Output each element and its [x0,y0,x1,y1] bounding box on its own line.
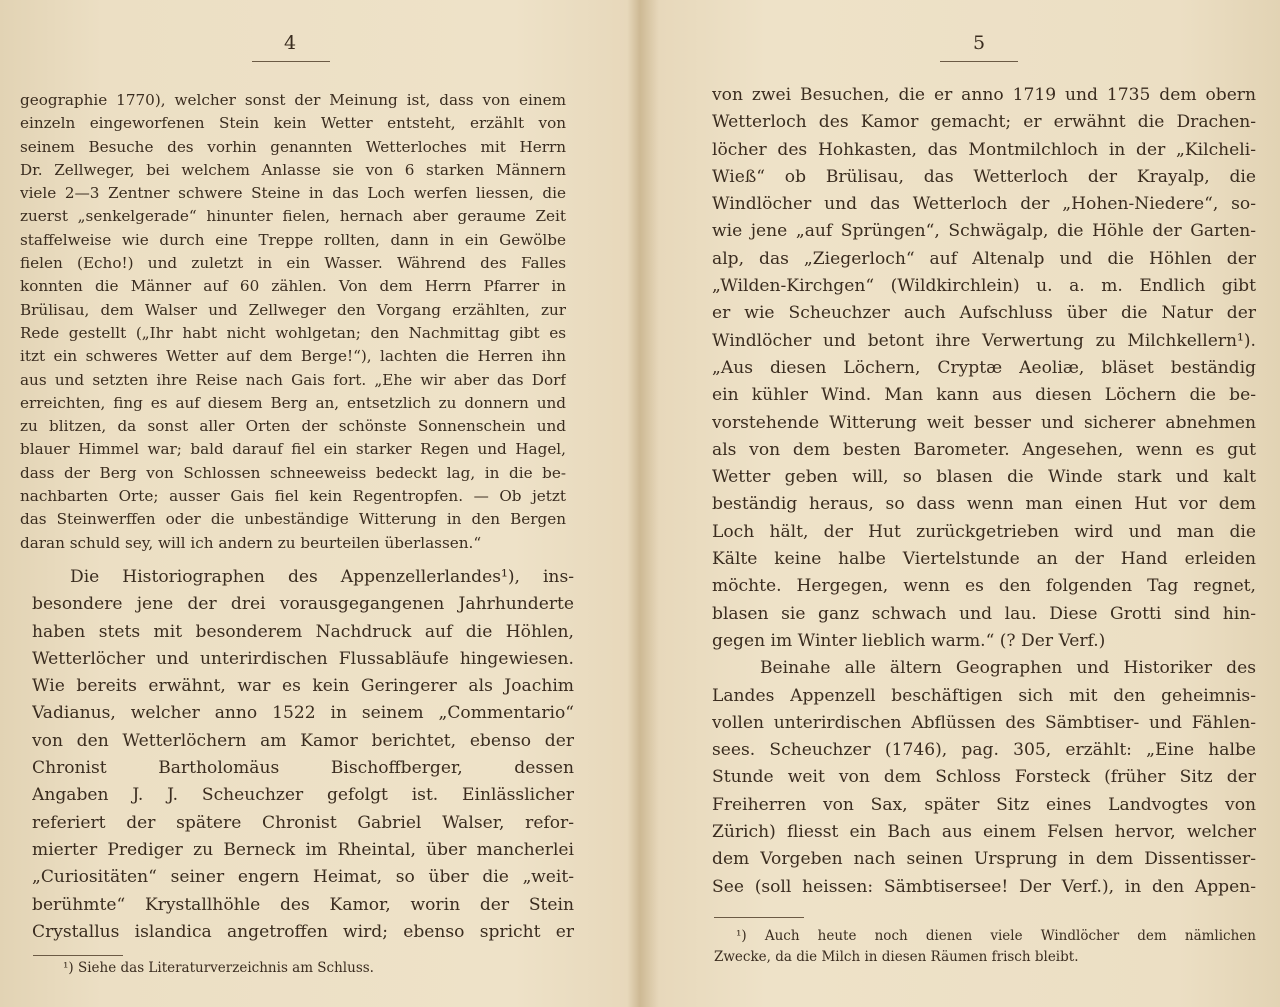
text-line: sees. Scheuchzer (1746), pag. 305, erzählt: „Eine halbe [712,740,1256,761]
text-line: alp, das „Ziegerloch“ auf Altenalp und die Höhlen der [712,248,1256,269]
text-line: besondere jene der drei vorausgegangenen Jahrhunderte [32,594,574,615]
footnote-rule-right [714,917,804,918]
text-line: Crystallus islandica angetroffen wird; ebenso spricht er [32,921,574,942]
text-line: itzt ein schweres Wetter auf dem Berge!“), lachten die Herren ihn [20,347,566,366]
page-number-right: 5 [973,32,987,54]
text-line: Loch hält, der Hut zurückgetrieben wird und man die [712,521,1256,542]
text-line: berühmte“ Krystallhöhle des Kamor, worin der Stein [32,894,574,915]
text-line: dass der Berg von Schlossen schneeweiss bedeckt lag, in die be- [20,463,566,482]
text-line: staffelweise wie durch eine Treppe rollten, dann in ein Gewölbe [20,230,566,249]
text-line: fielen (Echo!) und zuletzt in ein Wasser. Während des Falles [20,254,566,273]
footnote-rule-left [33,955,123,956]
text-line: das Steinwerffen oder die unbeständige Witterung in den Bergen [20,510,566,529]
text-line: von zwei Besuchen, die er anno 1719 und 1735 dem obern [712,85,1256,105]
text-line: löcher des Hohkasten, das Montmilchloch in der „Kilcheli- [712,139,1256,160]
text-line: „Wilden-Kirchgen“ (Wildkirchlein) u. a. m. Endlich gibt [712,276,1256,297]
text-line: Wetter geben will, so blasen die Winde stark und kalt [712,467,1256,488]
text-line: als von dem besten Barometer. Angesehen, wenn es gut [712,439,1256,460]
text-line: „Curiositäten“ seiner engern Heimat, so über die „weit- [32,867,574,888]
text-line: seinem Besuche des vorhin genannten Wetterloches mit Herrn [20,137,566,156]
text-line: Chronist Bartholomäus Bischoffberger, dessen [32,758,574,779]
text-line: blauer Himmel war; bald darauf fiel ein starker Regen und Hagel, [20,440,566,459]
text-line: aus und setzten ihre Reise nach Gais fort. „Ehe wir aber das Dorf [20,370,566,389]
text-line: Angaben J. J. Scheuchzer gefolgt ist. Einlässlicher [32,785,574,806]
text-line: wie jene „auf Sprüngen“, Schwägalp, die Höhle der Garten- [712,221,1256,242]
text-line: Wie bereits erwähnt, war es kein Geringerer als Joachim [32,676,574,697]
text-line: referiert der spätere Chronist Gabriel Walser, refor- [32,812,574,833]
text-line: vorstehende Witterung weit besser und sicherer abnehmen [712,412,1256,433]
text-line: vollen unterirdischen Abflüssen des Sämbtiser- und Fählen- [712,712,1256,733]
text-line: möchte. Hergegen, wenn es den folgenden Tag regnet, [712,576,1256,597]
page-number-rule-right [940,61,1018,62]
text-line: gegen im Winter lieblich warm.“ (? Der Verf.) [712,630,1106,651]
left-paragraph-1 [20,89,566,555]
text-line: zuerst „senkelgerade“ hinunter fielen, hernach aber geraume Zeit [20,207,566,226]
text-line: Windlöcher und betont ihre Verwertung zu Milchkellern¹). [712,330,1256,351]
text-line: Dr. Zellweger, bei welchem Anlasse sie von 6 starken Männern [20,160,566,179]
text-line: Zürich) fliesst ein Bach aus einem Felsen hervor, welcher [712,822,1256,843]
text-line: haben stets mit besonderem Nachdruck auf die Höhlen, [32,621,574,642]
text-line: geographie 1770), welcher sonst der Meinung ist, dass von einem [20,91,566,109]
footnote-right [714,926,1256,968]
text-line: von den Wetterlöchern am Kamor berichtet, ebenso der [32,730,574,751]
text-line: Freiherren von Sax, später Sitz eines Landvogtes von [712,794,1256,815]
text-line: Windlöcher und das Wetterloch der „Hohen-Niedere“, so- [712,194,1256,215]
text-line: er wie Scheuchzer auch Aufschluss über die Natur der [712,303,1256,324]
footnote-left: ¹) Siehe das Literaturverzeichnis am Schluss. [63,960,374,976]
text-line: Landes Appenzell beschäftigen sich mit den geheimnis- [712,685,1256,706]
right-paragraph [712,82,1256,901]
footnote-line: ¹) Auch heute noch dienen viele Windlöcher dem nämlichen [736,928,1256,944]
text-line: Vadianus, welcher anno 1522 in seinem „Commentario“ [32,703,574,724]
text-line: Rede gestellt („Ihr habt nicht wohlgetan; den Nachmittag gibt es [20,323,566,342]
text-line: See (soll heissen: Sämbtisersee! Der Verf.), in den Appen- [712,876,1256,897]
text-line: beständig heraus, so dass wenn man einen Hut vor dem [712,494,1256,515]
page-number-rule-left [252,61,330,62]
text-line: nachbarten Orte; ausser Gais fiel kein Regentropfen. — Ob jetzt [20,487,566,506]
text-line: erreichten, fing es auf diesem Berg an, entsetzlich zu donnern und [20,393,566,412]
text-line: mierter Prediger zu Berneck im Rheintal, über mancherlei [32,839,574,860]
text-line: konnten die Männer auf 60 zählen. Von dem Herrn Pfarrer in [20,277,566,296]
text-line: blasen sie ganz schwach und lau. Diese Grotti sind hin- [712,603,1256,624]
text-line: viele 2—3 Zentner schwere Steine in das Loch werfen liessen, die [20,184,566,203]
text-line: einzeln eingeworfenen Stein kein Wetter entsteht, erzählt von [20,114,566,133]
text-line: Beinahe alle ältern Geographen und Historiker des [760,658,1256,679]
text-line: „Aus diesen Löchern, Cryptæ Aeoliæ, bläset beständig [712,357,1256,378]
text-line: dem Vorgeben nach seinen Ursprung in dem Dissentisser- [712,849,1256,870]
footnote-line: Zwecke, da die Milch in diesen Räumen frisch bleibt. [714,949,1079,965]
text-line: Stunde weit von dem Schloss Forsteck (früher Sitz der [712,767,1256,788]
text-line: ein kühler Wind. Man kann aus diesen Löchern die be- [712,385,1256,406]
text-line: Kälte keine halbe Viertelstunde an der Hand erleiden [712,549,1256,570]
left-paragraph-2 [32,564,574,946]
text-line: Brülisau, dem Walser und Zellweger den Vorgang erzählten, zur [20,300,566,319]
page-number-left: 4 [284,32,298,54]
text-line: Wetterloch des Kamor gemacht; er erwähnt die Drachen- [712,112,1256,133]
right-page [640,0,1280,1007]
text-line: Wetterlöcher und unterirdischen Flussabläufe hingewiesen. [32,648,574,669]
text-line: Die Historiographen des Appenzellerlandes¹), ins- [70,567,574,587]
text-line: daran schuld sey, will ich andern zu beurteilen überlassen.“ [20,533,482,552]
text-line: zu blitzen, da sonst aller Orten der schönste Sonnenschein und [20,417,566,436]
text-line: Wieß“ ob Brülisau, das Wetterloch der Krayalp, die [712,166,1256,187]
